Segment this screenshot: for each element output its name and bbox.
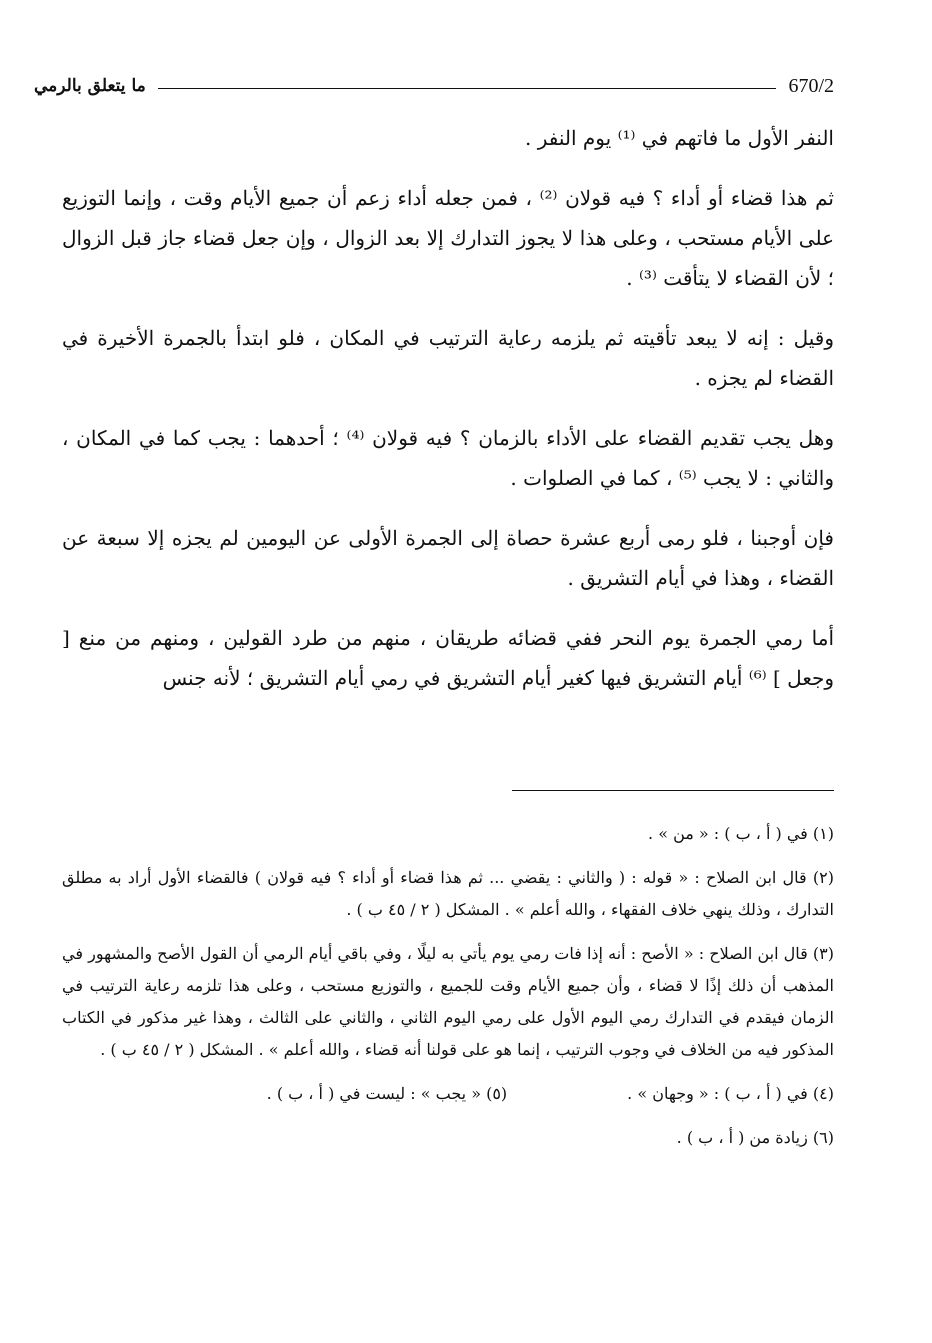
footnote: (٣) قال ابن الصلاح : « الأصح : أنه إذا فات رمي يوم يأتي به ليلًا ، وفي باقي أيام الرمي أن القول الأصح والمشهور في المذهب أن ذلك إذًا لا قضاء ، وأن جميع الأيام وقت للجميع ، والتوزيع مستحب ، وعلى هذا تلزمه رعاية الترتيب في الزمان فيقدم في التدارك رمي اليوم الأول على رمي اليوم الثاني ، والثاني على الثالث ، وهذا غير مذكور في الكتاب المذكور فيه من الخلاف في وجوب الترتيب ، إنما هو على قولنا أنه قضاء ، والله أعلم » . المشكل ( ٢ / ٤٥ ب ) . bbox=[62, 944, 834, 1059]
footnote: (٦) زيادة من ( أ ، ب ) . bbox=[676, 1128, 834, 1147]
running-header bbox=[34, 68, 834, 104]
page-number: 670/2 bbox=[788, 74, 834, 97]
paragraph: فإن أوجبنا ، فلو رمى أربع عشرة حصاة إلى الجمرة الأولى عن اليومين لم يجزه إلا سبعة عن القضاء ، وهذا في أيام التشريق . bbox=[62, 526, 834, 590]
footnote-separator bbox=[512, 790, 834, 791]
main-text bbox=[62, 118, 834, 718]
paragraph: أما رمي الجمرة يوم النحر ففي قضائه طريقان ، منهم من طرد القولين ، ومنهم من منع [ وجعل ] ⁽⁶⁾ أيام التشريق فيها كغير أيام التشريق في رمي أيام التشريق ؛ لأنه جنس bbox=[62, 626, 834, 690]
paragraph: ثم هذا قضاء أو أداء ؟ فيه قولان ⁽²⁾ ، فمن جعله أداء زعم أن جميع الأيام وقت ، وإنما التوزيع على الأيام مستحب ، وعلى هذا لا يجوز التدارك إلا بعد الزوال ، وإن جعل قضاء جاز قبل الزوال ؛ لأن القضاء لا يتأقت ⁽³⁾ . bbox=[62, 186, 835, 290]
footnote-pair bbox=[62, 1078, 834, 1110]
footnote: (١) في ( أ ، ب ) : « من » . bbox=[648, 824, 834, 843]
header-rule bbox=[158, 88, 777, 89]
footnote: (٢) قال ابن الصلاح : « قوله : ( والثاني : يقضي ... ثم هذا قضاء أو أداء ؟ فيه قولان ) فالقضاء الأول أراد به مطلق التدارك ، وذلك ينهي خلاف الفقهاء ، والله أعلم » . المشكل ( ٢ / ٤٥ ب ) . bbox=[62, 868, 834, 919]
paragraph: وهل يجب تقديم القضاء على الأداء بالزمان ؟ فيه قولان ⁽⁴⁾ ؛ أحدهما : يجب كما في المكان ، والثاني : لا يجب ⁽⁵⁾ ، كما في الصلوات . bbox=[62, 426, 834, 490]
running-title: ما يتعلق بالرمي bbox=[34, 76, 146, 96]
footnote: (٤) في ( أ ، ب ) : « وجهان » . bbox=[627, 1084, 834, 1103]
footnote: (٥) « يجب » : ليست في ( أ ، ب ) . bbox=[266, 1084, 508, 1103]
paragraph: وقيل : إنه لا يبعد تأقيته ثم يلزمه رعاية الترتيب في المكان ، فلو ابتدأ بالجمرة الأخيرة في القضاء لم يجزه . bbox=[62, 326, 834, 390]
paragraph: النفر الأول ما فاتهم في ⁽¹⁾ يوم النفر . bbox=[525, 126, 834, 150]
footnotes bbox=[62, 818, 834, 1166]
